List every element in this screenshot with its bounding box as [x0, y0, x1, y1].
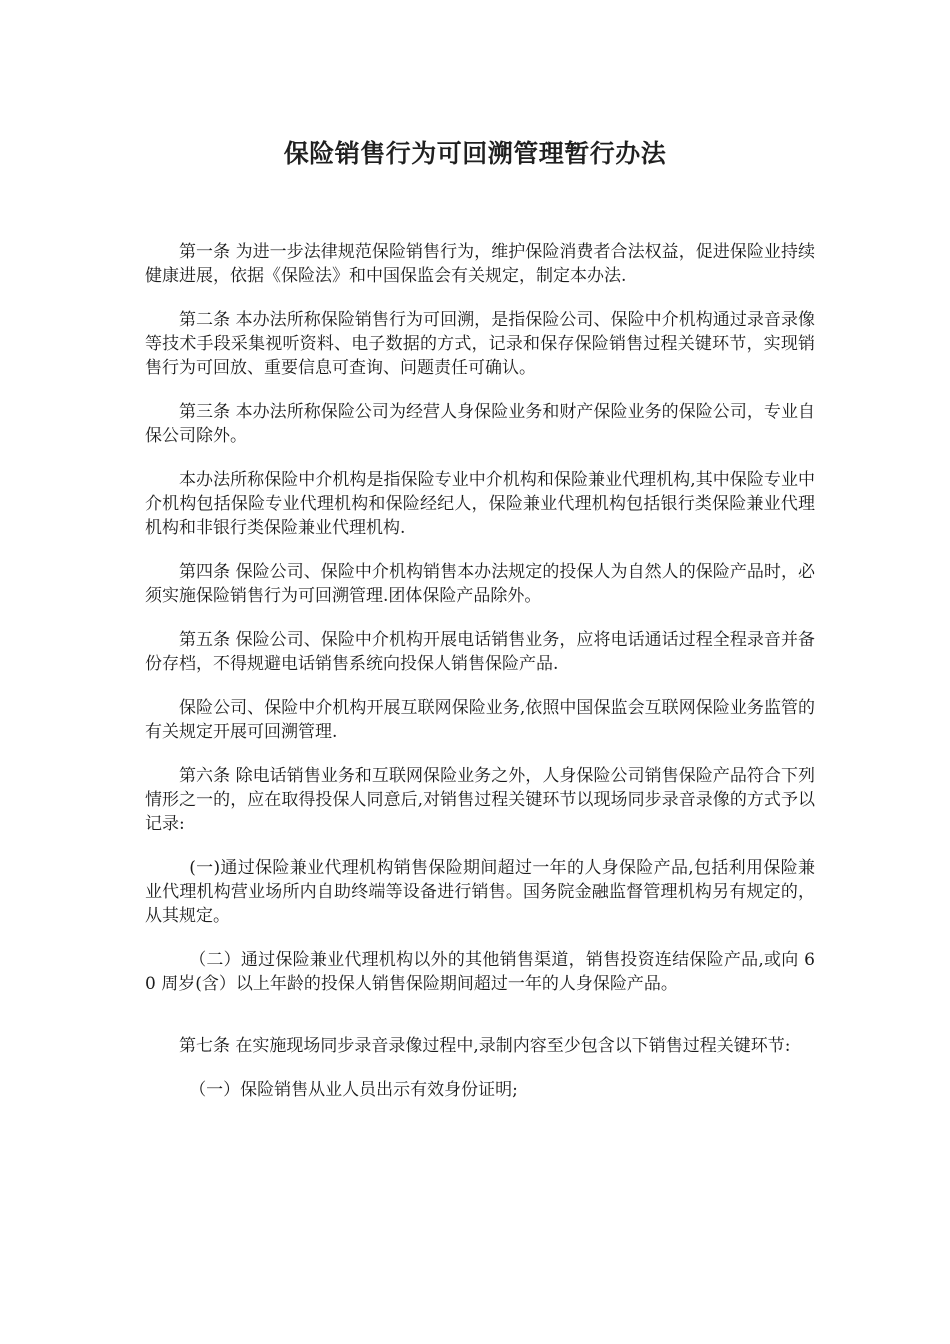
article-6-item-1: (一)通过保险兼业代理机构销售保险期间超过一年的人身保险产品,包括利用保险兼业代理机构营业场所内自助终端等设备进行销售。国务院金融监督管理机构另有规定的，从其规定。	[145, 858, 815, 926]
article-1-paragraph: 第一条 为进一步法律规范保险销售行为，维护保险消费者合法权益，促进保险业持续健康进展，依据《保险法》和中国保监会有关规定，制定本办法.	[145, 242, 815, 286]
article-3-continued-paragraph: 本办法所称保险中介机构是指保险专业中介机构和保险兼业代理机构,其中保险专业中介机构包括保险专业代理机构和保险经纪人，保险兼业代理机构包括银行类保险兼业代理机构和非银行类保险兼业代理机构.	[145, 470, 815, 538]
article-3-paragraph: 第三条 本办法所称保险公司为经营人身保险业务和财产保险业务的保险公司，专业自保公司除外。	[145, 402, 815, 446]
article-6-item-2: （二）通过保险兼业代理机构以外的其他销售渠道，销售投资连结保险产品,或向 60 周岁(含）以上年龄的投保人销售保险期间超过一年的人身保险产品。	[145, 950, 815, 994]
document-body	[145, 240, 815, 1122]
document-title: 保险销售行为可回溯管理暂行办法	[283, 139, 667, 168]
article-2-paragraph: 第二条 本办法所称保险销售行为可回溯，是指保险公司、保险中介机构通过录音录像等技术手段采集视听资料、电子数据的方式，记录和保存保险销售过程关键环节，实现销售行为可回放、重要信息可查询、问题责任可确认。	[145, 310, 815, 378]
article-7-item-1: （一）保险销售从业人员出示有效身份证明;	[189, 1080, 518, 1100]
article-7-paragraph: 第七条 在实施现场同步录音录像过程中,录制内容至少包含以下销售过程关键环节:	[179, 1036, 791, 1056]
article-4-paragraph: 第四条 保险公司、保险中介机构销售本办法规定的投保人为自然人的保险产品时，必须实施保险销售行为可回溯管理.团体保险产品除外。	[145, 562, 815, 606]
article-6-paragraph: 第六条 除电话销售业务和互联网保险业务之外，人身保险公司销售保险产品符合下列情形之一的，应在取得投保人同意后,对销售过程关键环节以现场同步录音录像的方式予以记录:	[145, 766, 815, 834]
article-5-continued-paragraph: 保险公司、保险中介机构开展互联网保险业务,依照中国保监会互联网保险业务监管的有关规定开展可回溯管理.	[145, 698, 815, 742]
article-5-paragraph: 第五条 保险公司、保险中介机构开展电话销售业务，应将电话通话过程全程录音并备份存档，不得规避电话销售系统向投保人销售保险产品.	[145, 630, 815, 674]
